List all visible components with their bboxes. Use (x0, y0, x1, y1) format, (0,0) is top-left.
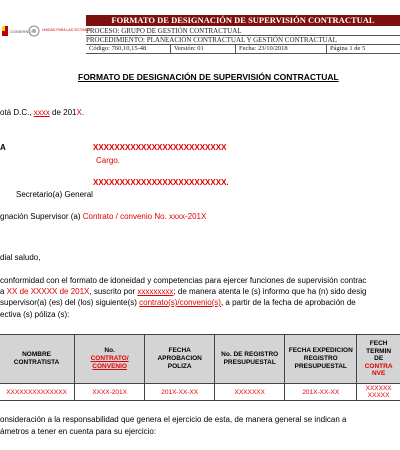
paragraph2-line2: ámetros a tener en cuenta para su ejercicio: (0, 427, 157, 436)
date-year: X (76, 108, 82, 117)
table-header-row (0, 335, 400, 384)
col-contrato-no: No. (104, 347, 115, 354)
col-contrato-label: CONTRATO/ CONVENIO (90, 355, 129, 370)
sender-name: XXXXXXXXXXXXXXXXXXXXXXXXX. (93, 178, 229, 187)
greeting: dial saludo, (0, 253, 41, 262)
col-term-4: CONTRA (364, 362, 393, 370)
recipient-label: A (0, 143, 6, 152)
col-fecha-terminacion (357, 335, 400, 384)
header-pagina: Página 1 de 5 (330, 45, 366, 52)
subject-contract: Contrato / convenio No. xxxx-201X (82, 212, 207, 221)
supervision-table (0, 334, 400, 401)
p1-l3c: , a partir de la fecha de aprobación de (220, 298, 356, 307)
paragraph1-line2 (0, 287, 366, 296)
document-title: FORMATO DE DESIGNACIÓN DE SUPERVISIÓN CONTRACTUAL (78, 72, 339, 82)
p1-l2d: xxxxxxxxx (137, 287, 174, 296)
sender-role: Secretario(a) General (16, 190, 93, 199)
header-version: Versión: 01 (171, 45, 236, 53)
col-term-3: DE (374, 355, 384, 363)
paragraph2-line1: onsideración a la responsabilidad que genera el ejercicio de esta, de manera general se indican a (0, 415, 347, 424)
logo-area (0, 0, 91, 52)
cell-contrato: XXXX-201X (75, 384, 145, 401)
cell-term-2: XXXXX (367, 392, 390, 399)
table-row (0, 384, 400, 401)
cell-term-1: XXXXXX (365, 385, 392, 392)
header-title: FORMATO DE DESIGNACIÓN DE SUPERVISIÓN CONTRACTUAL (86, 15, 400, 26)
header-procedimiento: PROCEDIMIENTO: PLANEACIÓN CONTRACTUAL Y GESTIÓN CONTRACTUAL (86, 36, 400, 45)
paragraph1-line1: conformidad con el formato de idoneidad y competencias para ejercer funciones de supervisión contrac (0, 276, 367, 285)
col-term-1: FECH (369, 340, 388, 348)
date-day: xxxx (33, 108, 50, 117)
date-prefix: otá D.C., (0, 108, 34, 117)
date-mid: de 201 (49, 108, 77, 117)
p1-l3a: supervisor(a) (es) del (los) siguiente(s) (0, 298, 140, 307)
document-header (0, 0, 400, 57)
svg-text:GOBIERNO: GOBIERNO (10, 29, 32, 34)
col-nombre: NOMBRE CONTRATISTA (0, 335, 75, 384)
header-fecha: Fecha: 23/10/2018 (236, 45, 327, 53)
subject-line (0, 212, 206, 221)
col-registro: No. DE REGISTRO PRESUPUESTAL (215, 335, 285, 384)
col-term-2: TERMIN (366, 347, 392, 355)
cell-registro: XXXXXXX (215, 384, 285, 401)
col-contrato (75, 335, 145, 384)
subject-prefix: gnación Supervisor (a) (0, 212, 83, 221)
p1-l2b: XX de XXXXX de 201X (6, 287, 90, 296)
recipient-name: XXXXXXXXXXXXXXXXXXXXXXXXX (93, 143, 227, 152)
cell-fecha-terminacion (357, 384, 400, 401)
paragraph1-line3 (0, 298, 356, 307)
p1-l2e: ; de manera atenta le (s) informo que ha (n) sido desig (173, 287, 367, 296)
col-fecha-poliza: FECHA APROBACION POLIZA (145, 335, 215, 384)
recipient-cargo: Cargo. (96, 156, 121, 165)
header-codigo: Código: 760,10,15-48 (86, 45, 171, 53)
p1-l2c: , suscrito por (89, 287, 138, 296)
p1-l3b: contrato(s)/convenio(s) (139, 298, 221, 307)
cell-fecha-poliza: 201X-XX-XX (145, 384, 215, 401)
date-end: . (81, 108, 85, 117)
col-fecha-registro: FECHA EXPEDICION REGISTRO PRESUPUESTAL (285, 335, 357, 384)
paragraph1-line4: ectiva (s) póliza (s): (0, 310, 70, 319)
header-proceso: PROCESO: GRUPO DE GESTIÓN CONTRACTUAL (86, 27, 400, 36)
cell-fecha-registro: 201X-XX-XX (285, 384, 357, 401)
date-line (0, 108, 84, 117)
cell-nombre: XXXXXXXXXXXXXX (0, 384, 75, 401)
header-meta-row (86, 45, 400, 54)
p1-l2a: a (0, 287, 7, 296)
logo-caption: UNIDAD PARA LAS VÍCTIMAS (42, 28, 91, 32)
col-term-5: NVE (371, 370, 386, 378)
government-logo-icon (0, 0, 86, 52)
